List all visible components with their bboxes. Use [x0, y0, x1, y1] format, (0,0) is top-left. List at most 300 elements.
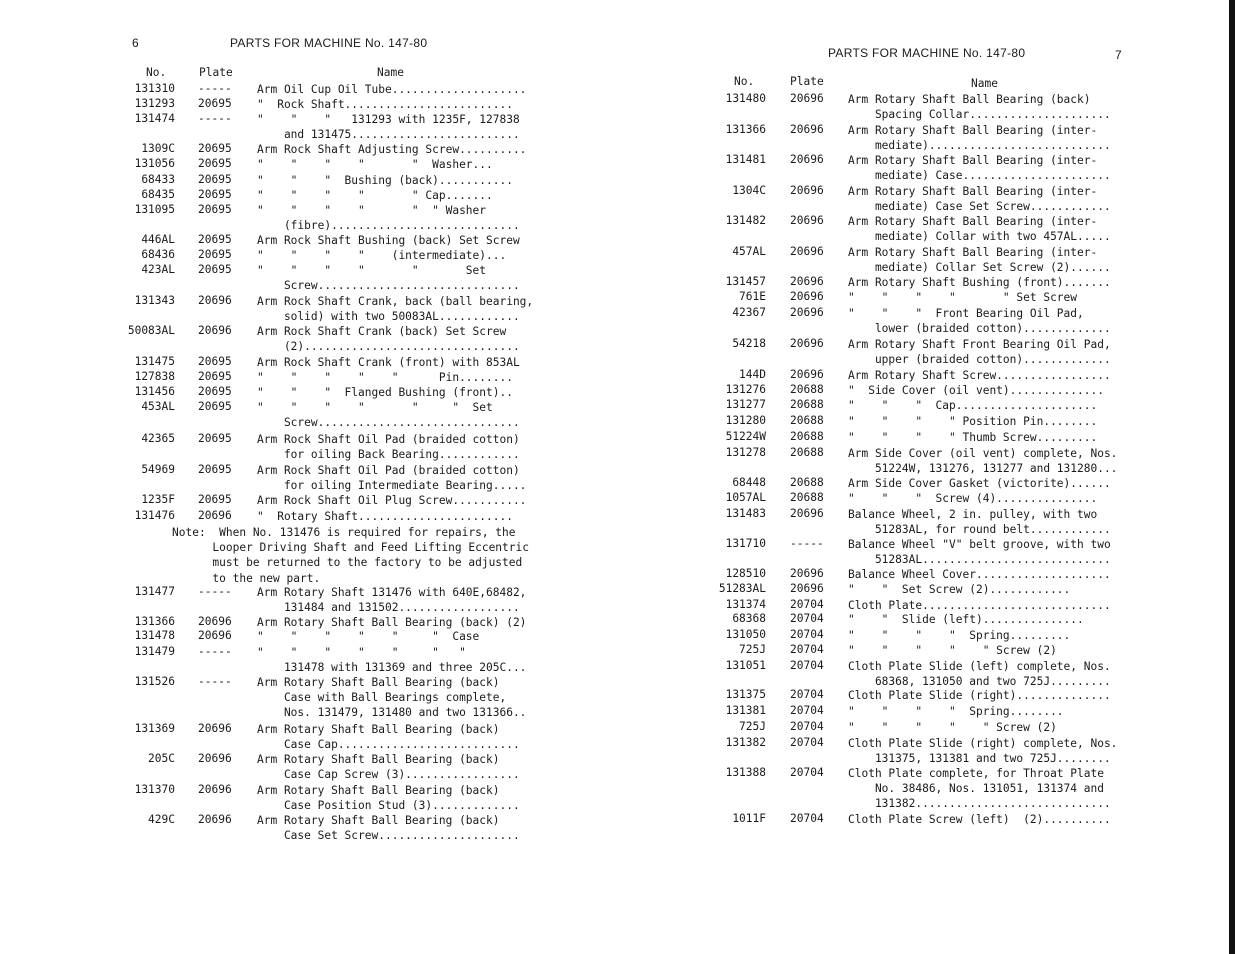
- part-number: 131526: [134, 675, 175, 688]
- part-name: [848, 123, 1111, 153]
- plate-number: 20704: [790, 704, 824, 717]
- plate-number: 20696: [790, 123, 824, 136]
- parts-list-right: [610, 0, 1235, 954]
- plate-number: -----: [198, 112, 232, 125]
- part-name: [257, 324, 520, 354]
- part-name: [257, 493, 526, 508]
- part-name-line: " " Slide (left)...............: [848, 613, 1084, 626]
- part-name: [848, 92, 1111, 122]
- part-name: [848, 507, 1111, 537]
- plate-number: 20704: [790, 720, 824, 733]
- part-name-line: 131375, 131381 and two 725J........: [848, 752, 1111, 766]
- part-name: [848, 214, 1111, 244]
- part-number: 131370: [134, 783, 175, 796]
- part-name: [848, 275, 1111, 290]
- part-name: [257, 385, 513, 400]
- plate-number: 20696: [198, 783, 232, 796]
- plate-number: 20704: [790, 812, 824, 825]
- part-name: [848, 736, 1117, 766]
- part-name: [257, 97, 513, 112]
- part-name-line: mediate) Collar with two 457AL.....: [848, 230, 1111, 244]
- part-name: [257, 509, 513, 524]
- part-name-line: mediate) Collar Set Screw (2)......: [848, 261, 1111, 275]
- part-number: 131710: [725, 537, 766, 550]
- part-name-line: lower (braided cotton).............: [848, 322, 1111, 336]
- part-name-line: Arm Rock Shaft Crank (front) with 853AL: [257, 356, 520, 369]
- part-name-line: Arm Rotary Shaft Ball Bearing (inter-: [848, 124, 1098, 137]
- part-number: 725J: [739, 643, 766, 656]
- part-number: 54969: [141, 463, 175, 476]
- part-name: [848, 290, 1077, 305]
- part-name-line: " " " " " Set Screw: [848, 291, 1078, 304]
- part-name-line: for oiling Intermediate Bearing.....: [257, 479, 527, 493]
- part-number: 128510: [725, 567, 766, 580]
- plate-number: -----: [198, 645, 232, 658]
- part-name-line: Cloth Plate complete, for Throat Plate: [848, 767, 1104, 780]
- part-number: 131482: [725, 214, 766, 227]
- part-name-line: " " " Cap.....................: [848, 399, 1098, 412]
- column-header-no: No.: [734, 75, 755, 88]
- part-name: [848, 659, 1111, 689]
- plate-number: 20688: [790, 383, 824, 396]
- part-name-line: " " " Bushing (back)...........: [257, 174, 513, 187]
- part-name: [848, 368, 1111, 383]
- part-name-line: " " " " " " Set: [257, 401, 493, 414]
- part-name-line: Cloth Plate Screw (left) (2)..........: [848, 813, 1111, 826]
- plate-number: 20695: [198, 493, 232, 506]
- right-page: [610, 0, 1235, 954]
- part-number: 131474: [134, 112, 175, 125]
- part-name-line: Arm Rock Shaft Adjusting Screw..........: [257, 143, 527, 156]
- part-number: 131478: [134, 629, 175, 642]
- plate-number: 20695: [198, 355, 232, 368]
- part-name-line: Arm Side Cover (oil vent) complete, Nos.: [848, 447, 1118, 460]
- plate-number: 20696: [198, 324, 232, 337]
- part-name-line: " " " " Thumb Screw.........: [848, 431, 1098, 444]
- part-name-line: Screw..............................: [257, 279, 520, 293]
- part-name-line: " " " Screw (4)...............: [848, 492, 1098, 505]
- part-name: [257, 233, 520, 248]
- parts-list-left: [0, 0, 600, 954]
- part-number: 131280: [725, 414, 766, 427]
- part-number: 68368: [732, 612, 766, 625]
- part-number: 131095: [134, 203, 175, 216]
- part-number: 131382: [725, 736, 766, 749]
- plate-number: 20696: [198, 294, 232, 307]
- part-name: [257, 370, 513, 385]
- part-number: 761E: [739, 290, 766, 303]
- part-name: [257, 157, 493, 172]
- part-number: 131479: [134, 645, 175, 658]
- part-name: [257, 112, 520, 142]
- part-name: [848, 612, 1084, 627]
- plate-number: 20704: [790, 659, 824, 672]
- part-name: [257, 203, 520, 233]
- part-name-line: Cloth Plate Slide (left) complete, Nos.: [848, 660, 1111, 673]
- plate-number: 20696: [198, 722, 232, 735]
- part-number: 131366: [725, 123, 766, 136]
- plate-number: 20704: [790, 628, 824, 641]
- plate-number: -----: [198, 585, 232, 598]
- part-number: 131480: [725, 92, 766, 105]
- plate-number: 20688: [790, 414, 824, 427]
- plate-number: 20696: [790, 275, 824, 288]
- part-name: [848, 476, 1111, 491]
- part-name-line: " " " " Spring........: [848, 705, 1064, 718]
- part-name-line: solid) with two 50083AL............: [257, 310, 520, 324]
- plate-number: -----: [198, 82, 232, 95]
- part-number: 131375: [725, 688, 766, 701]
- part-number: 54218: [732, 337, 766, 350]
- part-number: 42365: [141, 432, 175, 445]
- part-name-line: " " " " " Set: [257, 264, 487, 277]
- part-number: 68433: [141, 173, 175, 186]
- part-number: 131293: [134, 97, 175, 110]
- plate-number: 20696: [198, 813, 232, 826]
- plate-number: 20704: [790, 766, 824, 779]
- part-name-line: Cloth Plate Slide (right) complete, Nos.: [848, 737, 1118, 750]
- part-name: [848, 245, 1111, 275]
- part-name: [848, 567, 1111, 582]
- part-name-line: and 131475.........................: [257, 128, 520, 142]
- plate-number: 20695: [198, 463, 232, 476]
- plate-number: 20696: [198, 509, 232, 522]
- part-name: [257, 463, 526, 493]
- part-name: [848, 643, 1057, 658]
- repair-note-line: must be returned to the factory to be adjusted: [172, 556, 523, 570]
- part-name-line: " " " " Position Pin........: [848, 415, 1098, 428]
- part-name-line: Arm Rock Shaft Oil Plug Screw...........: [257, 494, 527, 507]
- part-name: [257, 432, 520, 462]
- part-name: [257, 629, 479, 644]
- part-name-line: Arm Rotary Shaft Ball Bearing (back): [257, 784, 500, 797]
- part-name-line: Arm Rotary Shaft Front Bearing Oil Pad,: [848, 338, 1111, 351]
- part-name-line: " " " 131293 with 1235F, 127838: [257, 113, 520, 126]
- part-name: [257, 675, 526, 721]
- plate-number: 20704: [790, 598, 824, 611]
- column-header-no: No.: [146, 66, 167, 79]
- part-number: 131050: [725, 628, 766, 641]
- part-name-line: " " " " " Screw (2): [848, 721, 1057, 734]
- part-number: 68448: [732, 476, 766, 489]
- part-name-line: Balance Wheel, 2 in. pulley, with two: [848, 508, 1098, 521]
- column-header-name: Name: [971, 77, 998, 90]
- plate-number: 20695: [198, 97, 232, 110]
- part-name: [257, 722, 520, 752]
- plate-number: 20695: [198, 432, 232, 445]
- plate-number: 20688: [790, 476, 824, 489]
- part-name-line: Arm Rotary Shaft Ball Bearing (back): [257, 753, 500, 766]
- part-number: 1309C: [141, 142, 175, 155]
- part-name-line: Arm Rotary Shaft 131476 with 640E,68482,: [257, 586, 527, 599]
- part-name-line: " Side Cover (oil vent)..............: [848, 384, 1104, 397]
- part-name: [848, 414, 1097, 429]
- part-name-line: Arm Side Cover Gasket (victorite)......: [848, 477, 1111, 490]
- plate-number: 20695: [198, 233, 232, 246]
- part-name-line: Cloth Plate............................: [848, 599, 1111, 612]
- part-number: 457AL: [732, 245, 766, 258]
- plate-number: 20695: [198, 370, 232, 383]
- plate-number: 20704: [790, 736, 824, 749]
- part-name: [257, 585, 526, 615]
- part-number: 131056: [134, 157, 175, 170]
- plate-number: 20696: [790, 245, 824, 258]
- part-name-line: (2)................................: [257, 340, 520, 354]
- plate-number: 20696: [790, 582, 824, 595]
- part-name-line: Arm Rotary Shaft Ball Bearing (back) (2): [257, 616, 527, 629]
- part-number: 131276: [725, 383, 766, 396]
- plate-number: 20688: [790, 430, 824, 443]
- plate-number: 20696: [790, 306, 824, 319]
- part-name-line: Arm Rock Shaft Bushing (back) Set Screw: [257, 234, 520, 247]
- repair-note-line: to the new part.: [172, 571, 321, 585]
- part-name: [257, 355, 520, 370]
- part-name-line: " " " Flanged Bushing (front)..: [257, 386, 513, 399]
- part-number: 1235F: [141, 493, 175, 506]
- part-name-line: mediate) Case......................: [848, 169, 1111, 183]
- part-number: 68435: [141, 188, 175, 201]
- part-name-line: Arm Rock Shaft Crank (back) Set Screw: [257, 325, 507, 338]
- part-number: 131343: [134, 294, 175, 307]
- part-name-line: Arm Rock Shaft Crank, back (ball bearing,: [257, 295, 534, 308]
- part-number: 131475: [134, 355, 175, 368]
- part-name: [257, 294, 533, 324]
- part-name-line: Case with Ball Bearings complete,: [257, 691, 507, 705]
- part-name-line: Arm Rotary Shaft Ball Bearing (back): [257, 676, 500, 689]
- part-name: [848, 306, 1111, 336]
- part-number: 131457: [725, 275, 766, 288]
- plate-number: 20696: [790, 567, 824, 580]
- part-name: [257, 173, 513, 188]
- part-name-line: Arm Oil Cup Oil Tube....................: [257, 83, 527, 96]
- part-name-line: Arm Rotary Shaft Ball Bearing (inter-: [848, 215, 1098, 228]
- part-name-line: Arm Rotary Shaft Screw.................: [848, 369, 1111, 382]
- part-number: 131477: [134, 585, 175, 598]
- part-name: [257, 263, 520, 293]
- part-name-line: " " " " " " ": [257, 646, 466, 659]
- repair-note-line: Looper Driving Shaft and Feed Lifting Eccentric: [172, 541, 529, 555]
- part-name-line: Case Set Screw.....................: [257, 829, 520, 843]
- part-number: 205C: [148, 752, 175, 765]
- part-name: [848, 704, 1064, 719]
- part-name: [848, 812, 1111, 827]
- part-name-line: " Rotary Shaft.......................: [257, 510, 513, 523]
- plate-number: 20704: [790, 612, 824, 625]
- plate-number: 20696: [790, 214, 824, 227]
- part-number: 131369: [134, 722, 175, 735]
- plate-number: 20695: [198, 157, 232, 170]
- plate-number: 20696: [790, 337, 824, 350]
- part-name-line: Screw..............................: [257, 416, 520, 430]
- part-name-line: Spacing Collar.....................: [848, 108, 1111, 122]
- part-name: [257, 783, 520, 813]
- part-name-line: " " Set Screw (2)............: [848, 583, 1071, 596]
- part-number: 131366: [134, 615, 175, 628]
- part-name: [257, 645, 526, 675]
- plate-number: 20688: [790, 446, 824, 459]
- plate-number: 20696: [198, 752, 232, 765]
- plate-number: 20704: [790, 688, 824, 701]
- part-name: [257, 615, 526, 630]
- part-number: 131051: [725, 659, 766, 672]
- part-name-line: " " " Front Bearing Oil Pad,: [848, 307, 1084, 320]
- part-number: 42367: [732, 306, 766, 319]
- plate-number: 20696: [198, 615, 232, 628]
- column-header-plate: Plate: [199, 66, 233, 79]
- part-name: [257, 400, 520, 430]
- plate-number: 20695: [198, 203, 232, 216]
- plate-number: 20695: [198, 142, 232, 155]
- column-header-name: Name: [377, 66, 404, 79]
- part-name-line: 68368, 131050 and two 725J.........: [848, 675, 1111, 689]
- plate-number: 20696: [790, 184, 824, 197]
- plate-number: 20688: [790, 398, 824, 411]
- part-name-line: Case Position Stud (3).............: [257, 799, 520, 813]
- plate-number: 20695: [198, 173, 232, 186]
- part-name: [848, 184, 1111, 214]
- plate-number: 20696: [790, 92, 824, 105]
- part-name: [848, 398, 1097, 413]
- part-name: [848, 153, 1111, 183]
- scan-edge-bar: [1229, 0, 1235, 954]
- part-name-line: Case Cap...........................: [257, 738, 520, 752]
- part-name-line: Balance Wheel "V" belt groove, with two: [848, 538, 1111, 551]
- part-name-line: Nos. 131479, 131480 and two 131366..: [257, 706, 527, 720]
- part-name: [848, 383, 1104, 398]
- part-name-line: (fibre)............................: [257, 219, 520, 233]
- part-name: [848, 537, 1111, 567]
- part-name-line: Arm Rock Shaft Oil Pad (braided cotton): [257, 464, 520, 477]
- part-name-line: for oiling Back Bearing............: [257, 448, 520, 462]
- part-name-line: " " " " Spring.........: [848, 629, 1071, 642]
- part-name: [848, 582, 1070, 597]
- part-name-line: Arm Rotary Shaft Ball Bearing (back): [257, 723, 500, 736]
- plate-number: 20695: [198, 188, 232, 201]
- part-number: 131456: [134, 385, 175, 398]
- plate-number: 20696: [790, 368, 824, 381]
- part-name-line: " " " " " " Washer: [257, 204, 487, 217]
- part-name: [848, 446, 1117, 476]
- page-title-right: PARTS FOR MACHINE No. 147-80: [828, 46, 1026, 60]
- part-name: [257, 248, 506, 263]
- plate-number: 20696: [790, 153, 824, 166]
- column-header-plate: Plate: [790, 75, 824, 88]
- part-number: 1057AL: [725, 491, 766, 504]
- part-number: 50083AL: [127, 324, 175, 337]
- part-number: 1011F: [732, 812, 766, 825]
- repair-note-line: Note: When No. 131476 is required for repairs, the: [172, 526, 516, 539]
- part-name: [257, 142, 526, 157]
- plate-number: -----: [198, 675, 232, 688]
- part-name-line: Arm Rotary Shaft Ball Bearing (back): [257, 814, 500, 827]
- part-name-line: 131382.............................: [848, 797, 1111, 811]
- part-name-line: " " " " " Pin........: [257, 371, 513, 384]
- part-name: [257, 752, 520, 782]
- part-name-line: Arm Rotary Shaft Ball Bearing (inter-: [848, 246, 1098, 259]
- part-name: [848, 766, 1111, 812]
- part-number: 446AL: [141, 233, 175, 246]
- part-number: 51224W: [725, 430, 766, 443]
- part-name-line: Arm Rotary Shaft Bushing (front).......: [848, 276, 1111, 289]
- plate-number: 20696: [790, 507, 824, 520]
- part-number: 423AL: [141, 263, 175, 276]
- part-name: [848, 491, 1097, 506]
- plate-number: 20695: [198, 263, 232, 276]
- part-number: 131476: [134, 509, 175, 522]
- part-name: [848, 628, 1070, 643]
- plate-number: 20696: [198, 629, 232, 642]
- part-name-line: Balance Wheel Cover....................: [848, 568, 1111, 581]
- part-name-line: " " " " " Screw (2): [848, 644, 1057, 657]
- part-name-line: " " " " " Cap.......: [257, 189, 493, 202]
- plate-number: 20695: [198, 385, 232, 398]
- part-name-line: Arm Rotary Shaft Ball Bearing (back): [848, 93, 1091, 106]
- part-name-line: Case Cap Screw (3).................: [257, 768, 520, 782]
- part-number: 144D: [739, 368, 766, 381]
- part-number: 51283AL: [718, 582, 766, 595]
- part-name-line: " " " " (intermediate)...: [257, 249, 507, 262]
- part-number: 131278: [725, 446, 766, 459]
- plate-number: -----: [790, 537, 824, 550]
- page-title-left: PARTS FOR MACHINE No. 147-80: [230, 36, 428, 50]
- part-name-line: 51283AL, for round belt............: [848, 523, 1111, 537]
- part-name-line: 51283AL............................: [848, 553, 1111, 567]
- part-number: 131481: [725, 153, 766, 166]
- part-number: 131277: [725, 398, 766, 411]
- part-name: [848, 598, 1111, 613]
- part-number: 68436: [141, 248, 175, 261]
- part-number: 1304C: [732, 184, 766, 197]
- part-number: 429C: [148, 813, 175, 826]
- part-number: 453AL: [141, 400, 175, 413]
- part-name-line: Cloth Plate Slide (right)..............: [848, 689, 1111, 702]
- part-number: 127838: [134, 370, 175, 383]
- part-name: [848, 720, 1057, 735]
- part-name-line: " Rock Shaft.........................: [257, 98, 513, 111]
- part-name-line: 51224W, 131276, 131277 and 131280...: [848, 462, 1118, 476]
- part-name: [257, 813, 520, 843]
- page-number-left: 6: [132, 36, 139, 50]
- part-number: 131483: [725, 507, 766, 520]
- part-name: [257, 188, 493, 203]
- plate-number: 20695: [198, 400, 232, 413]
- part-name-line: Arm Rock Shaft Oil Pad (braided cotton): [257, 433, 520, 446]
- part-number: 725J: [739, 720, 766, 733]
- repair-note: [172, 525, 529, 586]
- part-name-line: " " " " " Washer...: [257, 158, 493, 171]
- part-name-line: Arm Rotary Shaft Ball Bearing (inter-: [848, 185, 1098, 198]
- part-number: 131381: [725, 704, 766, 717]
- part-name-line: Arm Rotary Shaft Ball Bearing (inter-: [848, 154, 1098, 167]
- part-number: 131388: [725, 766, 766, 779]
- part-number: 131310: [134, 82, 175, 95]
- part-name: [848, 688, 1111, 703]
- left-page: [0, 0, 600, 954]
- plate-number: 20704: [790, 643, 824, 656]
- plate-number: 20696: [790, 290, 824, 303]
- plate-number: 20688: [790, 491, 824, 504]
- part-number: 131374: [725, 598, 766, 611]
- part-name-line: 131478 with 131369 and three 205C...: [257, 661, 527, 675]
- part-name: [848, 337, 1111, 367]
- part-name-line: upper (braided cotton).............: [848, 353, 1111, 367]
- part-name-line: 131484 and 131502..................: [257, 601, 520, 615]
- part-name: [257, 82, 526, 97]
- part-name-line: mediate)...........................: [848, 139, 1111, 153]
- part-name-line: No. 38486, Nos. 131051, 131374 and: [848, 782, 1104, 796]
- part-name-line: " " " " " " Case: [257, 630, 480, 643]
- part-name-line: mediate) Case Set Screw............: [848, 200, 1111, 214]
